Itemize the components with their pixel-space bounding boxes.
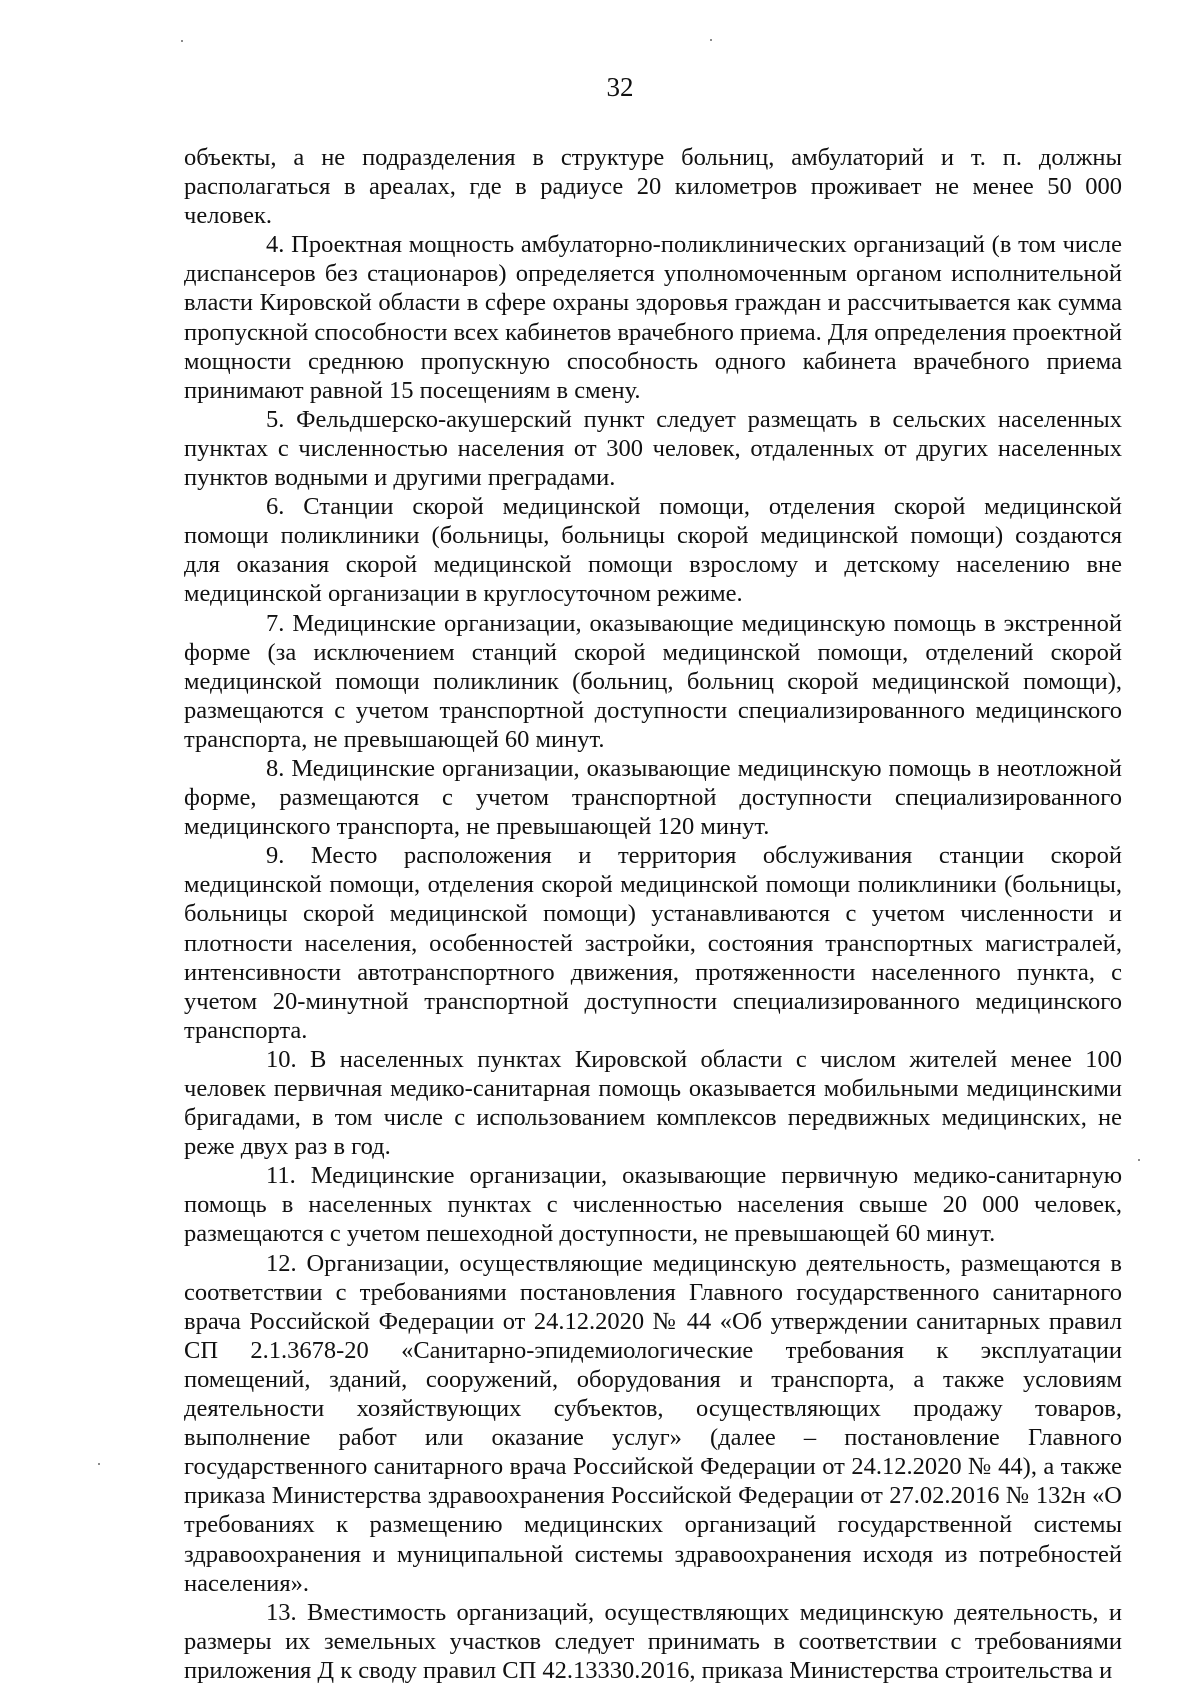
scan-speck [181,40,183,42]
document-body [184,143,1122,1685]
scan-speck [1138,1159,1140,1161]
scan-speck [98,1463,100,1465]
page-number: 32 [606,72,634,102]
paragraph-item-7: 7. Медицинские организации, оказывающие медицинскую помощь в экстренной форме (за исключением станций скорой медицинской помощи, отделений скорой медицинской помощи поликлиник (больниц, больниц скорой медицинской помощи), размещаются с учетом транспортной доступности специализированного медицинского транспорта, не превышающей 60 минут. [184,609,1122,753]
paragraph-item-6: 6. Станции скорой медицинской помощи, отделения скорой медицинской помощи поликлиники (больницы, больницы скорой медицинской помощи) создаются для оказания скорой медицинской помощи взрослому и детскому населению вне медицинской организации в круглосуточном режиме. [184,493,1122,608]
paragraph-item-13: 13. Вместимость организаций, осуществляющих медицинскую деятельность, и размеры их земельных участков следует принимать в соответствии с требованиями приложения Д к своду правил СП 42.13330.2016, приказа Министерства строительства и [184,1598,1122,1684]
paragraph-item-4: 4. Проектная мощность амбулаторно-поликлинических организаций (в том числе диспансеров без стационаров) определяется уполномоченным органом исполнительной власти Кировской области в сфере охраны здоровья граждан и рассчитывается как сумма пропускной способности всех кабинетов врачебного приема. Для определения проектной мощности среднюю пропускную способность одного кабинета врачебного приема принимают равной 15 посещениям в смену. [184,231,1122,404]
paragraph-item-12: 12. Организации, осуществляющие медицинскую деятельность, размещаются в соответствии с требованиями постановления Главного государственного санитарного врача Российской Федерации от 24.12.2020 № 44 «Об утверждении санитарных правил СП 2.1.3678-20 «Санитарно-эпидемиологические требования к эксплуатации помещений, зданий, сооружений, оборудования и транспорта, а также условиям деятельности хозяйствующих субъектов, осуществляющих продажу товаров, выполнение работ или оказание услуг» (далее – постановление Главного государственного санитарного врача Российской Федерации от 24.12.2020 № 44), а также приказа Министерства здравоохранения Российской Федерации от 27.02.2016 № 132н «О требованиях к размещению медицинских организаций государственной системы здравоохранения и муниципальной системы здравоохранения исходя из потребностей населения». [184,1249,1122,1597]
scan-speck [710,39,712,41]
paragraph-item-10: 10. В населенных пунктах Кировской области с числом жителей менее 100 человек первичная медико-санитарная помощь оказывается мобильными медицинскими бригадами, в том числе с использованием комплексов передвижных медицинских, не реже двух раз в год. [184,1045,1122,1161]
paragraph-item-8: 8. Медицинские организации, оказывающие медицинскую помощь в неотложной форме, размещаются с учетом транспортной доступности специализированного медицинского транспорта, не превышающей 120 минут. [184,754,1122,841]
paragraph-item-5: 5. Фельдшерско-акушерский пункт следует размещать в сельских населенных пунктах с численностью населения от 300 человек, отдаленных от других населенных пунктов водными и другими преградами. [184,405,1122,492]
paragraph-item-9: 9. Место расположения и территория обслуживания станции скорой медицинской помощи, отделения скорой медицинской помощи поликлиники (больницы, больницы скорой медицинской помощи) устанавливаются с учетом численности и плотности населения, особенностей застройки, состояния транспортных магистралей, интенсивности автотранспортного движения, протяженности населенного пункта, с учетом 20-минутной транспортной доступности специализированного медицинского транспорта. [184,842,1122,1044]
paragraph-item-11: 11. Медицинские организации, оказывающие первичную медико-санитарную помощь в населенных пунктах с численностью населения свыше 20 000 человек, размещаются с учетом пешеходной доступности, не превышающей 60 минут. [184,1162,1122,1248]
paragraph-continuation: объекты, а не подразделения в структуре больниц, амбулаторий и т. п. должны располагаться в ареалах, где в радиусе 20 километров проживает не менее 50 000 человек. [184,144,1122,230]
